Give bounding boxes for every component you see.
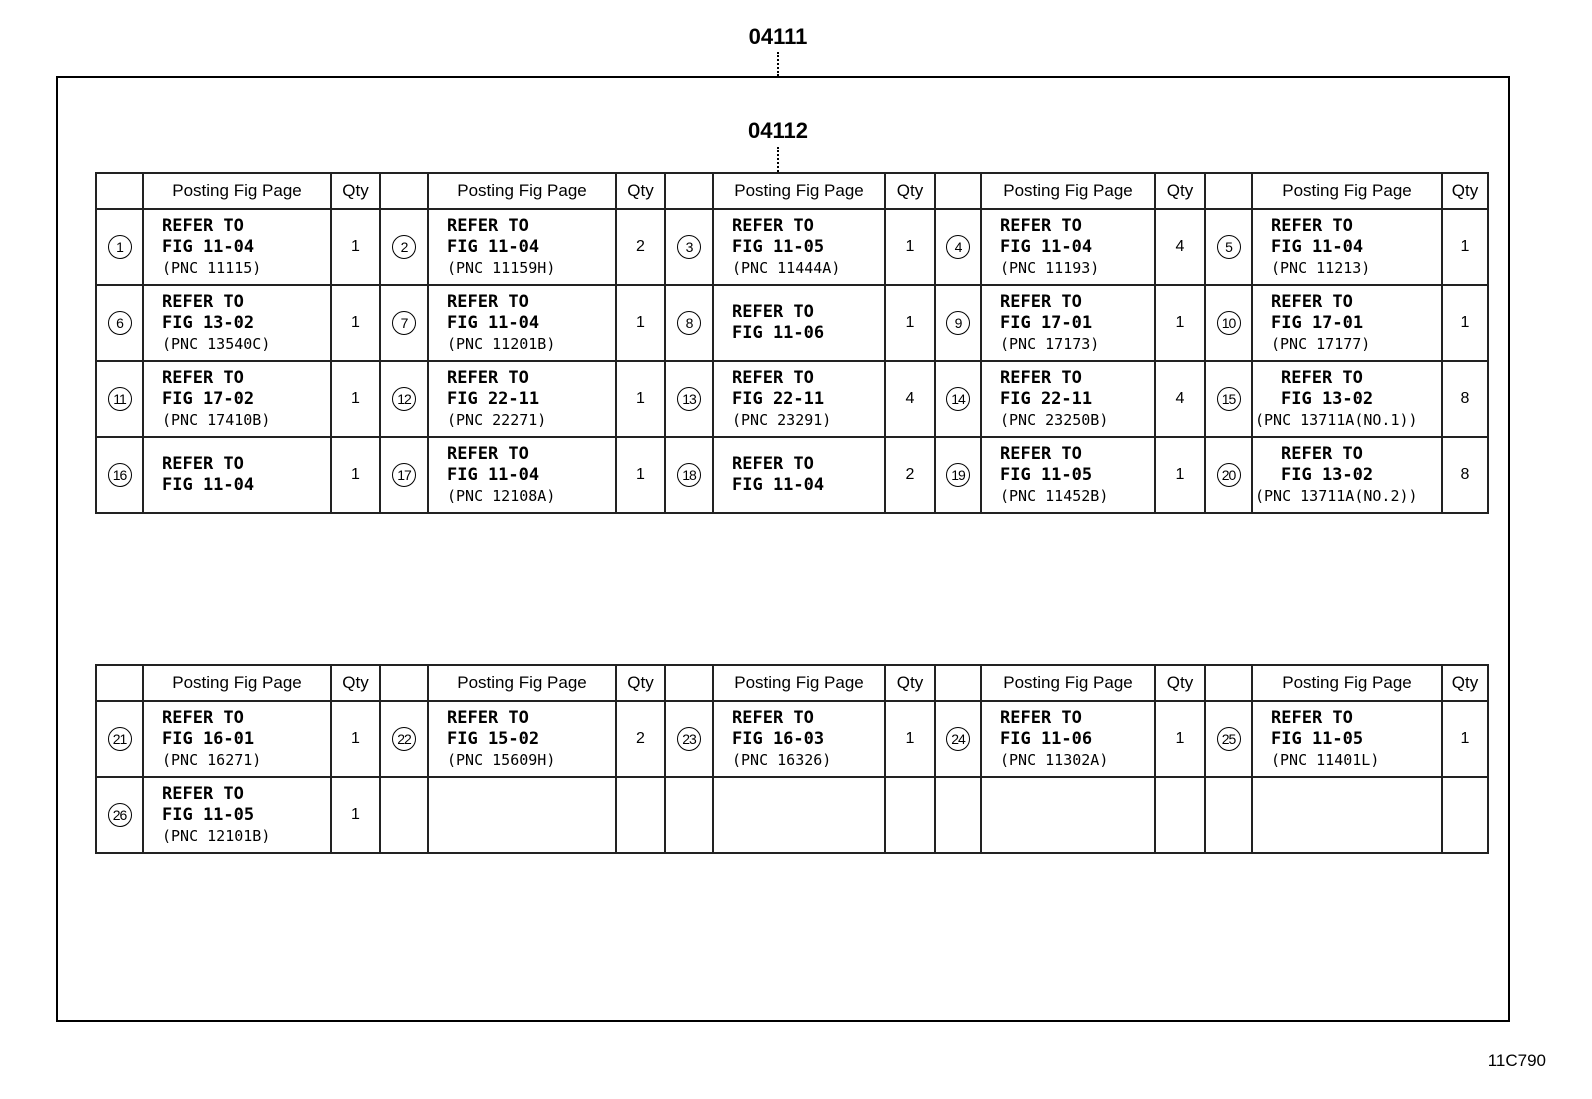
reference-text: REFER TO bbox=[162, 783, 244, 804]
pnc-reference: (PNC 11452B) bbox=[1000, 486, 1109, 505]
callout-number: 22 bbox=[392, 727, 416, 751]
figure-reference: FIG 13-02 bbox=[1281, 464, 1374, 485]
reference-text: REFER TO bbox=[1000, 291, 1082, 312]
qty-cell: 1 bbox=[331, 437, 380, 513]
callout-number-cell bbox=[665, 209, 713, 285]
reference-cell bbox=[1252, 285, 1442, 361]
header-qty: Qty bbox=[1442, 665, 1488, 701]
figure-reference: FIG 13-02 bbox=[162, 312, 255, 333]
pnc-reference: (PNC 11302A) bbox=[1000, 750, 1109, 769]
reference-text: REFER TO bbox=[732, 454, 814, 474]
qty-cell: 4 bbox=[885, 361, 935, 437]
qty-cell: 1 bbox=[331, 361, 380, 437]
header-posting-fig-page: Posting Fig Page bbox=[713, 665, 885, 701]
table-row bbox=[96, 209, 1488, 285]
qty-cell: 1 bbox=[1442, 701, 1488, 777]
qty-cell: 1 bbox=[1155, 285, 1205, 361]
callout-number-cell bbox=[1205, 361, 1252, 437]
callout-number-cell bbox=[1205, 777, 1252, 853]
callout-number-cell bbox=[96, 209, 143, 285]
subassembly-code-label: 04112 bbox=[748, 118, 808, 143]
qty-cell: 1 bbox=[1155, 437, 1205, 513]
callout-number-cell bbox=[665, 437, 713, 513]
header-qty: Qty bbox=[331, 665, 380, 701]
header-blank bbox=[935, 665, 981, 701]
qty-cell: 4 bbox=[1155, 361, 1205, 437]
reference-text: REFER TO bbox=[1000, 707, 1082, 728]
assembly-code-label: 04111 bbox=[748, 24, 808, 49]
callout-number-cell bbox=[96, 361, 143, 437]
pnc-reference: (PNC 11401L) bbox=[1271, 750, 1380, 769]
callout-number: 17 bbox=[392, 463, 416, 487]
reference-cell bbox=[981, 437, 1155, 513]
pnc-reference: (PNC 11444A) bbox=[732, 258, 841, 277]
reference-cell bbox=[713, 777, 885, 853]
callout-number-cell bbox=[665, 777, 713, 853]
table-row bbox=[96, 285, 1488, 361]
pnc-reference: (PNC 13540C) bbox=[162, 334, 271, 353]
pnc-reference: (PNC 17177) bbox=[1271, 334, 1371, 353]
callout-number: 13 bbox=[677, 387, 701, 411]
pnc-reference: (PNC 13711A(NO.2)) bbox=[1255, 486, 1418, 505]
header-blank bbox=[96, 173, 143, 209]
figure-reference: FIG 11-06 bbox=[732, 323, 825, 343]
header-blank bbox=[665, 173, 713, 209]
figure-reference: FIG 11-04 bbox=[447, 464, 540, 485]
reference-text: REFER TO bbox=[1000, 215, 1082, 236]
reference-cell bbox=[981, 209, 1155, 285]
callout-number: 4 bbox=[946, 235, 970, 259]
pnc-reference: (PNC 23250B) bbox=[1000, 410, 1109, 429]
qty-cell bbox=[1442, 777, 1488, 853]
callout-number: 20 bbox=[1217, 463, 1241, 487]
callout-number-cell bbox=[1205, 701, 1252, 777]
callout-number: 1 bbox=[108, 235, 132, 259]
qty-cell: 1 bbox=[616, 361, 665, 437]
callout-number-cell bbox=[935, 437, 981, 513]
reference-text: REFER TO bbox=[1281, 367, 1363, 388]
header-blank bbox=[935, 173, 981, 209]
figure-reference: FIG 11-05 bbox=[1271, 728, 1364, 749]
qty-cell bbox=[885, 777, 935, 853]
pnc-reference: (PNC 12108A) bbox=[447, 486, 556, 505]
callout-number: 24 bbox=[946, 727, 970, 751]
reference-text: REFER TO bbox=[447, 443, 529, 464]
reference-cell bbox=[428, 437, 616, 513]
callout-number-cell bbox=[1205, 285, 1252, 361]
qty-cell bbox=[1155, 777, 1205, 853]
qty-cell: 1 bbox=[331, 285, 380, 361]
reference-cell bbox=[143, 437, 331, 513]
callout-number-cell bbox=[96, 285, 143, 361]
reference-cell bbox=[1252, 777, 1442, 853]
callout-number: 15 bbox=[1217, 387, 1241, 411]
figure-reference: FIG 22-11 bbox=[732, 388, 825, 409]
header-qty: Qty bbox=[616, 173, 665, 209]
header-posting-fig-page: Posting Fig Page bbox=[981, 173, 1155, 209]
callout-number-cell bbox=[380, 437, 428, 513]
callout-number: 12 bbox=[392, 387, 416, 411]
callout-number-cell bbox=[935, 209, 981, 285]
figure-reference: FIG 11-04 bbox=[732, 475, 825, 495]
reference-cell bbox=[143, 701, 331, 777]
figure-reference: FIG 13-02 bbox=[1281, 388, 1374, 409]
reference-cell bbox=[713, 209, 885, 285]
figure-reference: FIG 11-04 bbox=[1000, 236, 1093, 257]
table-row bbox=[96, 701, 1488, 777]
pnc-reference: (PNC 11201B) bbox=[447, 334, 556, 353]
reference-text: REFER TO bbox=[732, 215, 814, 236]
qty-cell: 1 bbox=[1442, 285, 1488, 361]
reference-cell bbox=[713, 361, 885, 437]
header-posting-fig-page: Posting Fig Page bbox=[1252, 665, 1442, 701]
header-blank bbox=[380, 173, 428, 209]
callout-number: 25 bbox=[1217, 727, 1241, 751]
header-posting-fig-page: Posting Fig Page bbox=[143, 665, 331, 701]
callout-number-cell bbox=[665, 285, 713, 361]
reference-cell bbox=[713, 437, 885, 513]
figure-reference: FIG 11-05 bbox=[1000, 464, 1093, 485]
reference-text: REFER TO bbox=[1000, 367, 1082, 388]
figure-reference: FIG 16-03 bbox=[732, 728, 825, 749]
reference-cell bbox=[428, 701, 616, 777]
qty-cell: 2 bbox=[616, 209, 665, 285]
qty-cell: 1 bbox=[885, 701, 935, 777]
figure-reference: FIG 22-11 bbox=[447, 388, 540, 409]
figure-reference: FIG 11-05 bbox=[162, 804, 255, 825]
reference-text: REFER TO bbox=[162, 454, 244, 474]
callout-number-cell bbox=[665, 361, 713, 437]
figure-reference: FIG 11-06 bbox=[1000, 728, 1093, 749]
reference-cell bbox=[981, 701, 1155, 777]
pnc-reference: (PNC 12101B) bbox=[162, 826, 271, 845]
reference-text: REFER TO bbox=[1281, 443, 1363, 464]
qty-cell: 1 bbox=[1442, 209, 1488, 285]
pnc-reference: (PNC 16326) bbox=[732, 750, 832, 769]
reference-text: REFER TO bbox=[1271, 291, 1353, 312]
callout-number-cell bbox=[380, 209, 428, 285]
callout-number-cell bbox=[380, 361, 428, 437]
figure-reference: FIG 11-04 bbox=[162, 475, 255, 495]
header-qty: Qty bbox=[1155, 665, 1205, 701]
reference-text: REFER TO bbox=[732, 302, 814, 322]
reference-text: REFER TO bbox=[447, 291, 529, 312]
qty-cell: 1 bbox=[331, 701, 380, 777]
header-qty: Qty bbox=[1155, 173, 1205, 209]
reference-cell bbox=[143, 209, 331, 285]
callout-number: 8 bbox=[677, 311, 701, 335]
qty-cell: 1 bbox=[885, 209, 935, 285]
header-posting-fig-page: Posting Fig Page bbox=[713, 173, 885, 209]
callout-number: 26 bbox=[108, 803, 132, 827]
qty-cell: 8 bbox=[1442, 361, 1488, 437]
header-blank bbox=[380, 665, 428, 701]
callout-number: 16 bbox=[108, 463, 132, 487]
reference-cell bbox=[143, 285, 331, 361]
reference-cell bbox=[713, 701, 885, 777]
callout-number: 5 bbox=[1217, 235, 1241, 259]
qty-cell: 1 bbox=[1155, 701, 1205, 777]
table-row bbox=[96, 437, 1488, 513]
callout-number-cell bbox=[380, 777, 428, 853]
callout-number: 3 bbox=[677, 235, 701, 259]
callout-number-cell bbox=[935, 777, 981, 853]
qty-cell: 8 bbox=[1442, 437, 1488, 513]
callout-number: 7 bbox=[392, 311, 416, 335]
reference-text: REFER TO bbox=[447, 707, 529, 728]
reference-text: REFER TO bbox=[1000, 443, 1082, 464]
figure-reference: FIG 11-04 bbox=[447, 312, 540, 333]
reference-text: REFER TO bbox=[732, 707, 814, 728]
figure-reference: FIG 17-01 bbox=[1271, 312, 1364, 333]
subassembly-leader-line bbox=[777, 147, 779, 172]
header-blank bbox=[665, 665, 713, 701]
callout-number: 19 bbox=[946, 463, 970, 487]
parts-reference-table-top bbox=[95, 172, 1489, 514]
reference-text: REFER TO bbox=[447, 367, 529, 388]
callout-number: 18 bbox=[677, 463, 701, 487]
figure-reference: FIG 15-02 bbox=[447, 728, 540, 749]
callout-number: 10 bbox=[1217, 311, 1241, 335]
callout-number-cell bbox=[380, 701, 428, 777]
reference-text: REFER TO bbox=[162, 367, 244, 388]
callout-number: 6 bbox=[108, 311, 132, 335]
header-posting-fig-page: Posting Fig Page bbox=[1252, 173, 1442, 209]
header-posting-fig-page: Posting Fig Page bbox=[428, 173, 616, 209]
callout-number: 11 bbox=[108, 387, 132, 411]
table-row bbox=[96, 361, 1488, 437]
header-qty: Qty bbox=[885, 173, 935, 209]
pnc-reference: (PNC 17410B) bbox=[162, 410, 271, 429]
reference-cell bbox=[428, 285, 616, 361]
callout-number-cell bbox=[935, 701, 981, 777]
callout-number: 2 bbox=[392, 235, 416, 259]
pnc-reference: (PNC 13711A(NO.1)) bbox=[1255, 410, 1418, 429]
qty-cell bbox=[616, 777, 665, 853]
reference-text: REFER TO bbox=[447, 215, 529, 236]
callout-number-cell bbox=[96, 701, 143, 777]
qty-cell: 2 bbox=[885, 437, 935, 513]
qty-cell: 1 bbox=[616, 437, 665, 513]
callout-number-cell bbox=[96, 777, 143, 853]
callout-number: 14 bbox=[946, 387, 970, 411]
reference-cell bbox=[981, 777, 1155, 853]
header-posting-fig-page: Posting Fig Page bbox=[143, 173, 331, 209]
reference-cell bbox=[428, 777, 616, 853]
callout-number-cell bbox=[1205, 209, 1252, 285]
callout-number-cell bbox=[935, 361, 981, 437]
reference-cell bbox=[428, 361, 616, 437]
callout-number-cell bbox=[380, 285, 428, 361]
figure-reference: FIG 11-04 bbox=[447, 236, 540, 257]
parts-reference-table-bottom bbox=[95, 664, 1489, 854]
qty-cell: 1 bbox=[616, 285, 665, 361]
reference-cell bbox=[1252, 209, 1442, 285]
reference-cell bbox=[981, 361, 1155, 437]
figure-reference: FIG 17-02 bbox=[162, 388, 255, 409]
qty-cell: 1 bbox=[331, 209, 380, 285]
header-row bbox=[96, 173, 1488, 209]
table-row bbox=[96, 777, 1488, 853]
reference-text: REFER TO bbox=[162, 215, 244, 236]
figure-reference: FIG 11-04 bbox=[1271, 236, 1364, 257]
reference-text: REFER TO bbox=[732, 367, 814, 388]
reference-cell bbox=[428, 209, 616, 285]
reference-cell bbox=[143, 361, 331, 437]
callout-number: 21 bbox=[108, 727, 132, 751]
header-qty: Qty bbox=[1442, 173, 1488, 209]
callout-number-cell bbox=[935, 285, 981, 361]
callout-number-cell bbox=[665, 701, 713, 777]
pnc-reference: (PNC 23291) bbox=[732, 410, 832, 429]
pnc-reference: (PNC 16271) bbox=[162, 750, 262, 769]
header-qty: Qty bbox=[331, 173, 380, 209]
header-row bbox=[96, 665, 1488, 701]
qty-cell: 1 bbox=[331, 777, 380, 853]
reference-text: REFER TO bbox=[162, 291, 244, 312]
figure-reference: FIG 11-05 bbox=[732, 236, 825, 257]
reference-cell bbox=[1252, 701, 1442, 777]
header-blank bbox=[1205, 173, 1252, 209]
pnc-reference: (PNC 17173) bbox=[1000, 334, 1100, 353]
figure-code: 11C790 bbox=[1487, 1051, 1546, 1070]
callout-number: 9 bbox=[946, 311, 970, 335]
pnc-reference: (PNC 11193) bbox=[1000, 258, 1100, 277]
qty-cell: 1 bbox=[885, 285, 935, 361]
reference-cell bbox=[143, 777, 331, 853]
header-posting-fig-page: Posting Fig Page bbox=[428, 665, 616, 701]
header-posting-fig-page: Posting Fig Page bbox=[981, 665, 1155, 701]
figure-reference: FIG 17-01 bbox=[1000, 312, 1093, 333]
figure-reference: FIG 22-11 bbox=[1000, 388, 1093, 409]
reference-cell bbox=[981, 285, 1155, 361]
assembly-leader-line bbox=[777, 52, 779, 76]
figure-reference: FIG 11-04 bbox=[162, 236, 255, 257]
callout-number-cell bbox=[96, 437, 143, 513]
reference-cell bbox=[713, 285, 885, 361]
reference-text: REFER TO bbox=[1271, 707, 1353, 728]
header-qty: Qty bbox=[885, 665, 935, 701]
pnc-reference: (PNC 22271) bbox=[447, 410, 547, 429]
figure-reference: FIG 16-01 bbox=[162, 728, 255, 749]
pnc-reference: (PNC 11159H) bbox=[447, 258, 556, 277]
header-blank bbox=[1205, 665, 1252, 701]
reference-text: REFER TO bbox=[1271, 215, 1353, 236]
header-qty: Qty bbox=[616, 665, 665, 701]
header-blank bbox=[96, 665, 143, 701]
callout-number: 23 bbox=[677, 727, 701, 751]
pnc-reference: (PNC 11115) bbox=[162, 258, 262, 277]
qty-cell: 2 bbox=[616, 701, 665, 777]
reference-text: REFER TO bbox=[162, 707, 244, 728]
reference-cell bbox=[1252, 437, 1442, 513]
pnc-reference: (PNC 11213) bbox=[1271, 258, 1371, 277]
qty-cell: 4 bbox=[1155, 209, 1205, 285]
reference-cell bbox=[1252, 361, 1442, 437]
pnc-reference: (PNC 15609H) bbox=[447, 750, 556, 769]
callout-number-cell bbox=[1205, 437, 1252, 513]
